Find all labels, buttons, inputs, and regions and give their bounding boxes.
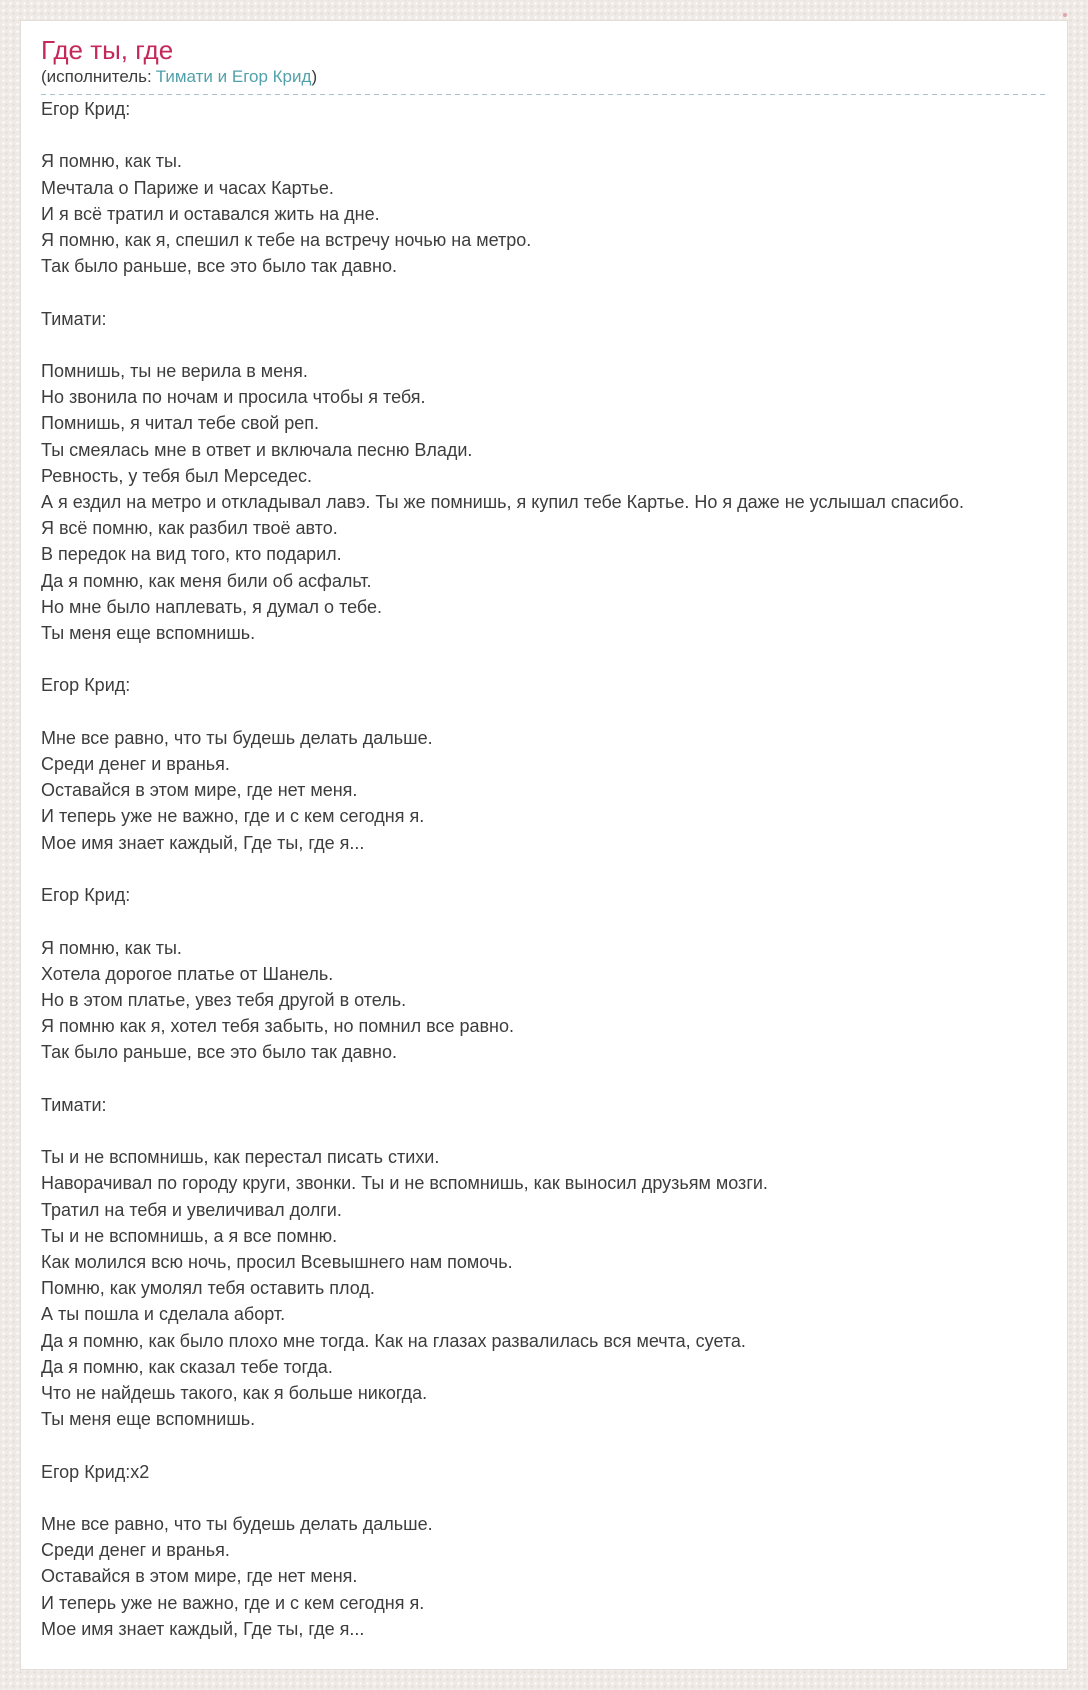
lyric-line: Ты меня еще вспомнишь.: [41, 1409, 256, 1430]
performer-label: (исполнитель:: [41, 67, 152, 86]
lyric-line: И теперь уже не важно, где и с кем сегодня я.: [41, 1592, 425, 1613]
lyric-line: Я помню, как я, спешил к тебе на встречу ночью на метро.: [41, 230, 532, 251]
lyric-line: Помню, как умолял тебя оставить плод.: [41, 1278, 375, 1299]
lyric-line: Как молился всю ночь, просил Всевышнего нам помочь.: [41, 1251, 513, 1272]
lyrics-card: [20, 20, 1068, 1670]
lyric-line: Я помню, как ты.: [41, 937, 182, 958]
lyric-line: А ты пошла и сделала аборт.: [41, 1304, 286, 1325]
lyric-line: Мое имя знает каждый, Где ты, где я...: [41, 832, 365, 853]
song-title: Где ты, где: [41, 35, 174, 65]
lyric-line: Да я помню, как сказал тебе тогда.: [41, 1356, 333, 1377]
lyric-line: Егор Крид:: [41, 675, 131, 696]
lyric-line: Но в этом платье, увез тебя другой в отель.: [41, 989, 407, 1010]
lyric-line: Среди денег и вранья.: [41, 1540, 230, 1561]
lyric-line: Оставайся в этом мире, где нет меня.: [41, 780, 358, 801]
lyric-line: Тимати:: [41, 1094, 107, 1115]
lyric-line: Я помню как я, хотел тебя забыть, но помнил все равно.: [41, 1016, 514, 1037]
lyric-blank-line: [41, 908, 1047, 934]
lyric-line: Ты и не вспомнишь, а я все помню.: [41, 1225, 338, 1246]
lyric-blank-line: [41, 122, 1047, 148]
lyric-line: Ты и не вспомнишь, как перестал писать стихи.: [41, 1147, 440, 1168]
lyric-line: Я всё помню, как разбил твоё авто.: [41, 518, 338, 539]
lyric-line: Ревность, у тебя был Мерседес.: [41, 465, 312, 486]
artist-link[interactable]: Тимати и Егор Крид: [155, 67, 312, 86]
lyric-line: Егор Крид:x2: [41, 1461, 150, 1482]
lyric-line: Хотела дорогое платье от Шанель.: [41, 963, 334, 984]
lyric-blank-line: [41, 1066, 1047, 1092]
lyric-line: И теперь уже не важно, где и с кем сегодня я.: [41, 806, 425, 827]
dashed-separator: [41, 94, 1047, 95]
lyric-line: Что не найдешь такого, как я больше никогда.: [41, 1382, 428, 1403]
lyric-line: Ты меня еще вспомнишь.: [41, 623, 256, 644]
lyric-line: Помнишь, ты не верила в меня.: [41, 361, 308, 382]
lyric-line: И я всё тратил и оставался жить на дне.: [41, 203, 380, 224]
lyric-line: Помнишь, я читал тебе свой реп.: [41, 413, 320, 434]
lyric-line: Мечтала о Париже и часах Картье.: [41, 177, 334, 198]
lyric-line: Да я помню, как меня били об асфальт.: [41, 570, 372, 591]
lyric-blank-line: [41, 646, 1047, 672]
lyric-blank-line: [41, 1432, 1047, 1458]
lyric-line: В передок на вид того, кто подарил.: [41, 544, 342, 565]
lyric-blank-line: [41, 1485, 1047, 1511]
subtitle-close-paren: ): [311, 67, 318, 86]
song-subtitle: [41, 67, 1047, 94]
lyric-line: Так было раньше, все это было так давно.: [41, 1042, 397, 1063]
lyric-blank-line: [41, 699, 1047, 725]
song-header: [41, 35, 1047, 95]
lyric-line: А я ездил на метро и откладывал лавэ. Ты же помнишь, я купил тебе Картье. Но я даже не услышал спасибо.: [41, 492, 964, 513]
lyric-line: Но звонила по ночам и просила чтобы я тебя.: [41, 387, 426, 408]
lyric-line: Да я помню, как было плохо мне тогда. Как на глазах развалилась вся мечта, суета.: [41, 1330, 746, 1351]
corner-texture-dot: [1063, 13, 1067, 17]
lyric-line: Ты смеялась мне в ответ и включала песню Влади.: [41, 439, 473, 460]
lyric-line: Так было раньше, все это было так давно.: [41, 256, 397, 277]
lyric-line: Мне все равно, что ты будешь делать дальше.: [41, 1513, 433, 1534]
lyric-line: Мое имя знает каждый, Где ты, где я...: [41, 1618, 365, 1639]
lyric-blank-line: [41, 1118, 1047, 1144]
lyric-blank-line: [41, 332, 1047, 358]
lyric-blank-line: [41, 856, 1047, 882]
lyric-line: Тимати:: [41, 308, 107, 329]
lyric-line: Среди денег и вранья.: [41, 754, 230, 775]
lyric-line: Мне все равно, что ты будешь делать дальше.: [41, 727, 433, 748]
lyric-line: Тратил на тебя и увеличивал долги.: [41, 1199, 342, 1220]
lyric-line: Я помню, как ты.: [41, 151, 182, 172]
lyric-line: Оставайся в этом мире, где нет меня.: [41, 1566, 358, 1587]
lyric-line: Но мне было наплевать, я думал о тебе.: [41, 596, 383, 617]
lyric-line: Егор Крид:: [41, 99, 131, 119]
lyric-line: Егор Крид:: [41, 885, 131, 906]
lyrics-text: [41, 96, 1047, 1642]
lyric-blank-line: [41, 279, 1047, 305]
lyric-line: Наворачивал по городу круги, звонки. Ты и не вспомнишь, как выносил друзьям мозги.: [41, 1173, 768, 1194]
